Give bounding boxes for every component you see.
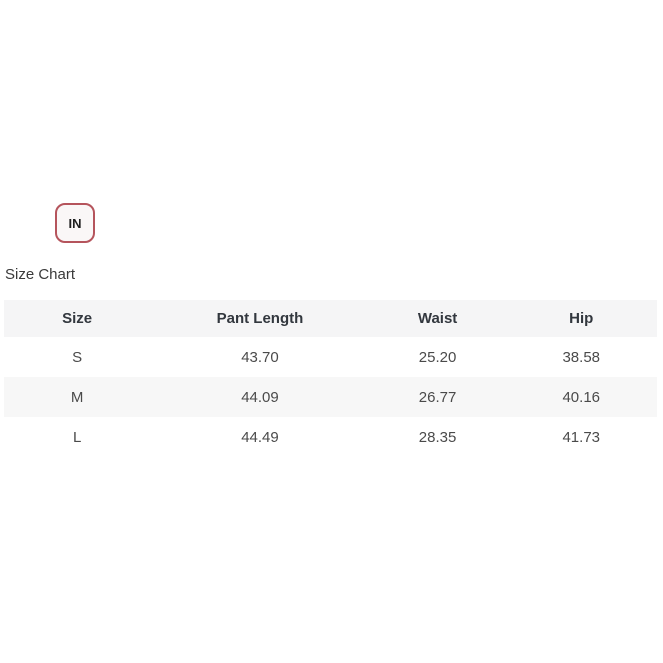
size-chart-title: Size Chart <box>5 266 76 283</box>
cell-pant-length: 44.09 <box>150 377 369 417</box>
table-row-m <box>4 377 657 417</box>
column-header-size: Size <box>4 300 150 337</box>
cell-waist: 25.20 <box>370 337 506 377</box>
table-header-row <box>4 300 657 337</box>
cell-waist: 28.35 <box>370 417 506 457</box>
cell-size: M <box>4 377 150 417</box>
cell-pant-length: 43.70 <box>150 337 369 377</box>
cell-size: L <box>4 417 150 457</box>
cell-waist: 26.77 <box>370 377 506 417</box>
table-row-s <box>4 337 657 377</box>
unit-toggle-in-button[interactable]: IN <box>55 203 95 243</box>
size-chart-table <box>4 300 657 457</box>
cell-pant-length: 44.49 <box>150 417 369 457</box>
column-header-waist: Waist <box>370 300 506 337</box>
cell-hip: 40.16 <box>505 377 657 417</box>
table-row-l <box>4 417 657 457</box>
cell-hip: 41.73 <box>505 417 657 457</box>
column-header-pant-length: Pant Length <box>150 300 369 337</box>
cell-hip: 38.58 <box>505 337 657 377</box>
column-header-hip: Hip <box>505 300 657 337</box>
cell-size: S <box>4 337 150 377</box>
